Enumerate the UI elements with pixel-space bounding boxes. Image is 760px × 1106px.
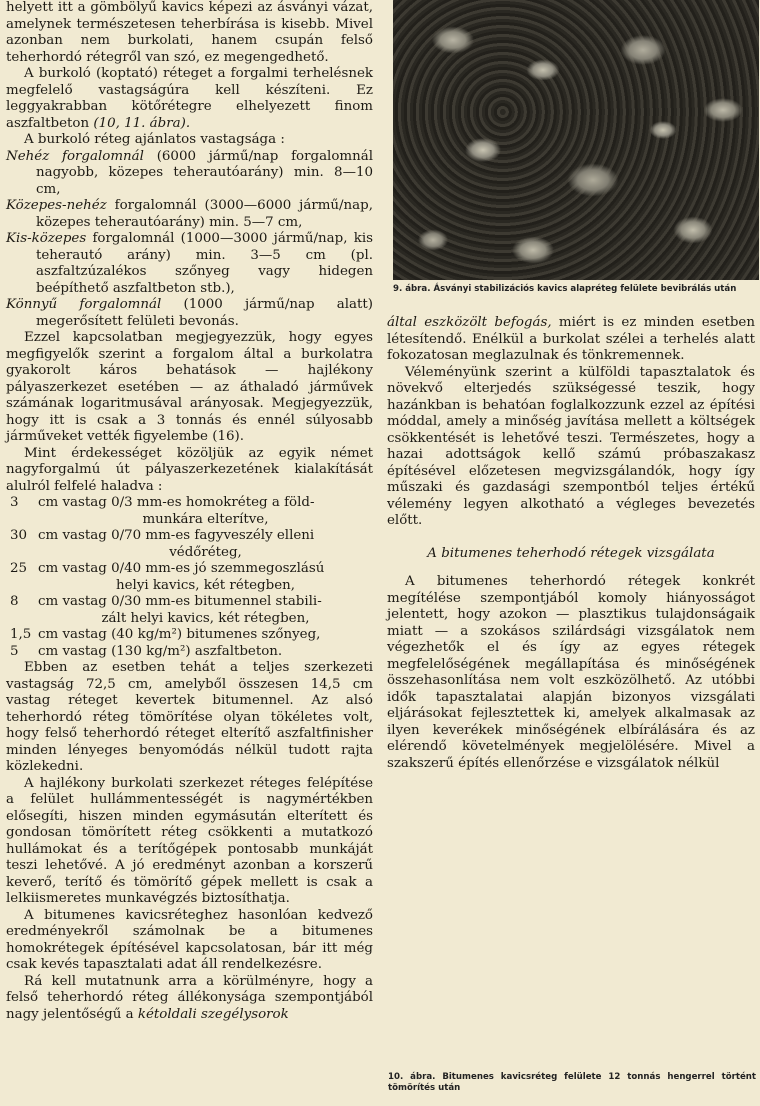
layer-row: 1,5 cm vastag (40 kg/m²) bitumenes szőnyeg, (10, 627, 321, 642)
paragraph: által eszközölt befogás, miért is ez minden esetben létesítendő. Enélkül a burkolat szélei a terhelés alatt fokozatosan meglazulnak és tönkremennek. (387, 315, 755, 363)
layer-row: 3 cm vastag 0/3 mm-es homokréteg a föld- munkára elterítve, (10, 495, 315, 527)
paragraph: A bitumenes kavicsréteghez hasonlóan kedvező eredményekről számolnak be a bitumenes homokrétegek építésével kapcsolatosan, bár itt még csak kevés tapasztalati adat áll rendelkezésre. (6, 907, 373, 972)
paragraph: Véleményünk szerint a külföldi tapasztalatok és növekvő elterjedés szükségessé teszik, hogy hazánkban is behatóan foglalkozzunk ezzel az építési móddal, amely a minőség javítása mellett a költségek csökkentését is lehetővé teszi. Természetes, hogy a hazai adottságok kellő számú próbaszakasz építésével előzetesen megvizsgálandók, hogy így műszaki és gazdasági szempontból teljes értékű vélemény legyen alkotható a végleges bevezetés előtt. (387, 364, 755, 528)
thickness-item: Nehéz forgalomnál (6000 jármű/nap forgalomnál nagyobb, közepes teherautóarány) min. 8—10 cm, (6, 148, 373, 197)
paragraph: Mint érdekességet közöljük az egyik német nagyforgalmú út pályaszerkezetének kialakítását alulról felfelé haladva : (6, 445, 373, 494)
figure-9-caption: 9. ábra. Ásványi stabilizációs kavics alapréteg felülete bevibrálás után (393, 284, 737, 294)
figure-10-photo (446, 826, 702, 1064)
layer-row: 5 cm vastag (130 kg/m²) aszfaltbeton. (10, 643, 283, 659)
layer-list (6, 495, 373, 660)
paragraph: Ebben az esetben tehát a teljes szerkezeti vastagság 72,5 cm, amelyből összesen 14,5 cm vastag réteget kevertek bitumennel. Az alsó teherhordó réteg tömörítése olyan tökéletes volt, hogy felső teherhordó réteget elterítő aszfaltfinisher minden lényeges benyomódás nélkül tudott rajta közlekedni. (6, 660, 373, 774)
layer-row: 30 cm vastag 0/70 mm-es fagyveszély elleni védőréteg, (10, 528, 315, 560)
paragraph: helyett itt a gömbölyű kavics képezi az ásványi vázat, amelynek természetesen teherbírása is kisebb. Mivel azonban nem burkolati, hanem csupán felső teherhordó rétegről van szó, ez megengedhető. (6, 0, 373, 65)
figure-10-caption: 10. ábra. Bitumenes kavicsréteg felülete 12 tonnás hengerrel történt tömörítés után (388, 1072, 756, 1093)
paragraph: Ezzel kapcsolatban megjegyezzük, hogy egyes megfigyelők szerint a forgalom által a burkolatra gyakorolt káros behatások — hajlékony pályaszerkezet esetében — az áthaladó járművek számának logaritmusával arányosak. Megjegyezzük, hogy itt is csak a 3 tonnás és ennél súlyosabb járműveket vették figyelembe (16). (6, 330, 373, 444)
thickness-item: Kis-közepes forgalomnál (1000—3000 jármű/nap, kis teherautó arány) min. 3—5 cm (pl. aszfaltzúzalékos szőnyeg vagy hidegen beépíthető aszfaltbeton stb.), (6, 231, 373, 296)
right-column (387, 315, 755, 772)
layer-row: 8 cm vastag 0/30 mm-es bitumennel stabili- zált helyi kavics, két rétegben, (10, 594, 322, 626)
paragraph: A bitumenes teherhordó rétegek konkrét megítélése szempontjából komoly hiányosságot jelentett, hogy azokon — plasztikus tulajdonságaik miatt — a szokásos szilárdsági vizsgálatok nem végezhetők el és így az egyes rétegek megfelelőségének megállapítása és minőségének összehasonlítása nem volt eszközölhető. Az utóbbi idők tapasztalatai alapján bizonyos vizsgálati eljárásokat fejlesztettek ki, amelyek alkalmasak az ilyen keverékek minőségének elbírálására és az elérendő követelmények megjelölésére. Mivel a szakszerű építés ellenőrzése e vizsgálatok nélkül (387, 574, 755, 771)
paragraph: A burkoló (koptató) réteget a forgalmi terhelésnek megfelelő vastagságúra kell készíteni. Ez leggyakrabban kötőrétegre elhelyezett finom aszfaltbeton (10, 11. ábra). (6, 66, 373, 131)
left-column (6, 0, 373, 1023)
section-heading: A bitumenes teherhodó rétegek vizsgálata (427, 545, 715, 561)
paragraph: Rá kell mutatnunk arra a körülményre, hogy a felső teherhordó réteg állékonysága szempontjából nagy jelentőségű a kétoldali szegélysorok (6, 973, 373, 1022)
paragraph: A burkoló réteg ajánlatos vastagsága : (24, 132, 285, 147)
thickness-item: Közepes-nehéz forgalomnál (3000—6000 jármű/nap, közepes teherautóarány) min. 5—7 cm, (6, 198, 373, 230)
layer-row: 25 cm vastag 0/40 mm-es jó szemmegoszlású helyi kavics, két rétegben, (10, 561, 325, 593)
paragraph: A hajlékony burkolati szerkezet réteges felépítése a felület hullámmentességét is nagymértékben elősegíti, hiszen minden egymásután elterített és gondosan tömörített réteg csökkenti a mutatkozó hullámokat és a terítőgépek pontosabb munkáját teszi lehetővé. A jó eredményt azonban a korszerű keverő, terítő és tömörítő gépek mellett is csak a lelkiismeretes munkavégzés biztosíthatja. (6, 775, 373, 906)
thickness-item: Könnyű forgalomnál (1000 jármű/nap alatt) megerősített felületi bevonás. (6, 297, 373, 329)
figure-9-photo (393, 0, 759, 280)
figure-reference: (10, 11. ábra). (93, 115, 191, 131)
